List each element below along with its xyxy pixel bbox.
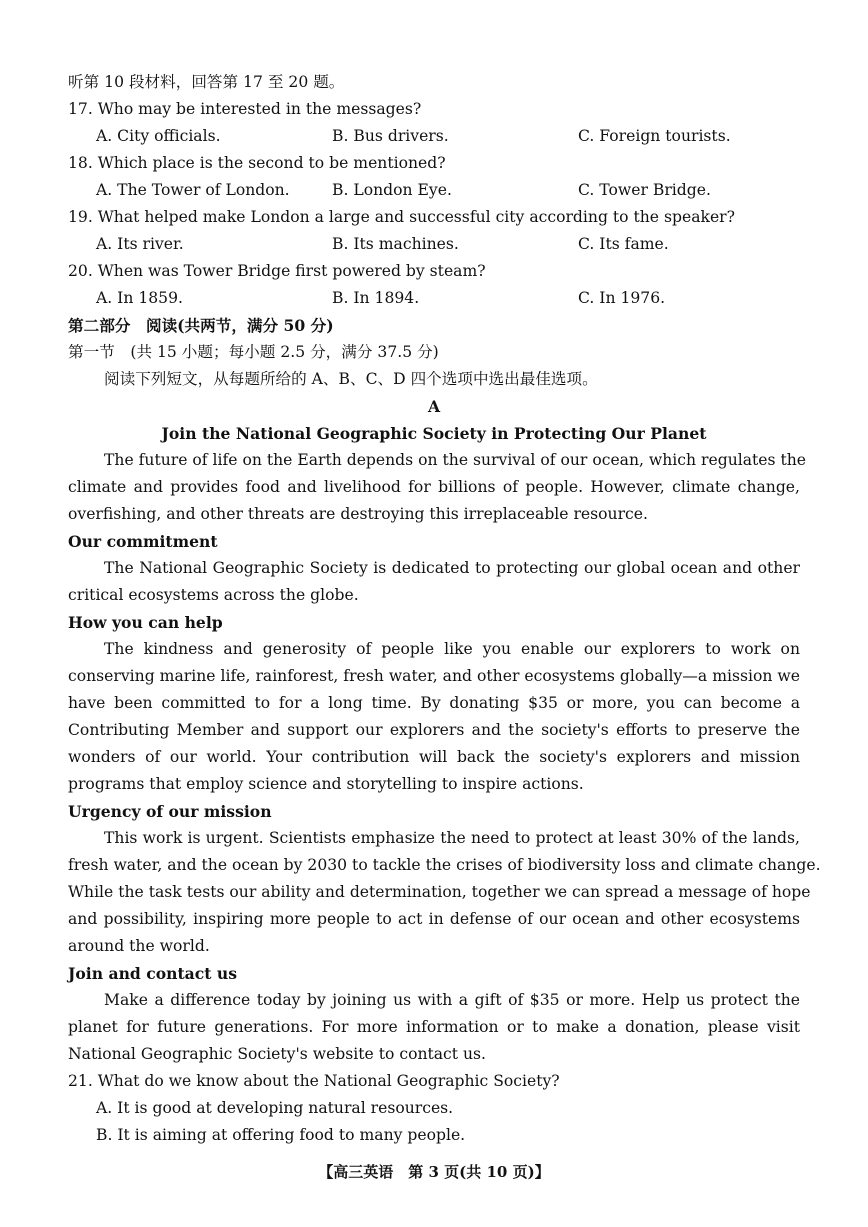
q17-option-c: C. Foreign tourists. <box>578 127 731 145</box>
question-19-stem: 19. What helped make London a large and successful city according to the speaker? <box>68 208 735 226</box>
question-17-stem: 17. Who may be interested in the messages? <box>68 100 422 118</box>
p3-line: programs that employ science and storytelling to inspire actions. <box>68 775 584 793</box>
p5-line: planet for future generations. For more information or to make a donation, please visit <box>68 1018 800 1036</box>
q18-option-b: B. London Eye. <box>332 181 452 199</box>
q19-option-a: A. Its river. <box>96 235 184 253</box>
section1-title: 第一节 (共 15 小题；每小题 2.5 分，满分 37.5 分) <box>68 343 439 361</box>
p4-line: While the task tests our ability and determination, together we can spread a message of hope <box>68 883 811 901</box>
q21-option-b: B. It is aiming at offering food to many people. <box>96 1126 466 1144</box>
exam-page <box>68 69 821 1149</box>
question-21-stem: 21. What do we know about the National Geographic Society? <box>68 1072 560 1090</box>
q20-option-a: A. In 1859. <box>96 289 183 307</box>
p1-line: The future of life on the Earth depends on the survival of our ocean, which regulates the <box>104 451 807 469</box>
question-17-options <box>68 123 800 150</box>
p3-line: Contributing Member and support our explorers and the society's efforts to preserve the <box>68 721 800 739</box>
p3-line: conserving marine life, rainforest, fresh water, and other ecosystems globally—a mission we <box>68 667 800 685</box>
heading-commitment: Our commitment <box>68 532 218 551</box>
question-18-stem: 18. Which place is the second to be mentioned? <box>68 154 446 172</box>
p3-line: The kindness and generosity of people like you enable our explorers to work on <box>104 640 800 658</box>
p4-line: and possibility, inspiring more people to act in defense of our ocean and other ecosystems <box>68 910 800 928</box>
question-20-stem: 20. When was Tower Bridge first powered by steam? <box>68 262 486 280</box>
passage-letter: A <box>427 397 441 416</box>
q20-option-b: B. In 1894. <box>332 289 420 307</box>
p1-line: overfishing, and other threats are destroying this irreplaceable resource. <box>68 505 648 523</box>
q20-option-c: C. In 1976. <box>578 289 666 307</box>
question-20-options <box>68 285 800 312</box>
p3-line: have been committed to for a long time. By donating $35 or more, you can become a <box>68 694 800 712</box>
reading-instruction: 阅读下列短文，从每题所给的 A、B、C、D 四个选项中选出最佳选项。 <box>104 370 598 388</box>
p4-line: around the world. <box>68 937 210 955</box>
q17-option-a: A. City officials. <box>96 127 221 145</box>
question-19-options <box>68 231 800 258</box>
p2-line: The National Geographic Society is dedicated to protecting our global ocean and other <box>104 559 800 577</box>
heading-how-you-can-help: How you can help <box>68 613 223 632</box>
heading-urgency: Urgency of our mission <box>68 802 272 821</box>
listening-intro: 听第 10 段材料，回答第 17 至 20 题。 <box>68 73 345 91</box>
page-footer: 【高三英语 第 3 页(共 10 页)】 <box>318 1163 550 1181</box>
q18-option-c: C. Tower Bridge. <box>578 181 711 199</box>
heading-join-contact: Join and contact us <box>68 964 238 983</box>
p1-line: climate and provides food and livelihood for billions of people. However, climate change, <box>68 478 800 496</box>
question-18-options <box>68 177 800 204</box>
q18-option-a: A. The Tower of London. <box>96 181 290 199</box>
q19-option-b: B. Its machines. <box>332 235 459 253</box>
p5-line: Make a difference today by joining us with a gift of $35 or more. Help us protect the <box>104 991 800 1009</box>
passage-title: Join the National Geographic Society in Protecting Our Planet <box>161 424 707 443</box>
p2-line: critical ecosystems across the globe. <box>68 586 359 604</box>
p5-line: National Geographic Society's website to contact us. <box>68 1045 487 1063</box>
p3-line: wonders of our world. Your contribution will back the society's explorers and mission <box>68 748 800 766</box>
p4-line: This work is urgent. Scientists emphasize the need to protect at least 30% of the lands, <box>104 829 800 847</box>
q19-option-c: C. Its fame. <box>578 235 669 253</box>
q21-option-a: A. It is good at developing natural resources. <box>96 1099 454 1117</box>
q17-option-b: B. Bus drivers. <box>332 127 449 145</box>
part2-title: 第二部分 阅读(共两节，满分 50 分) <box>68 316 334 335</box>
p4-line: fresh water, and the ocean by 2030 to tackle the crises of biodiversity loss and climate change. <box>68 856 821 874</box>
